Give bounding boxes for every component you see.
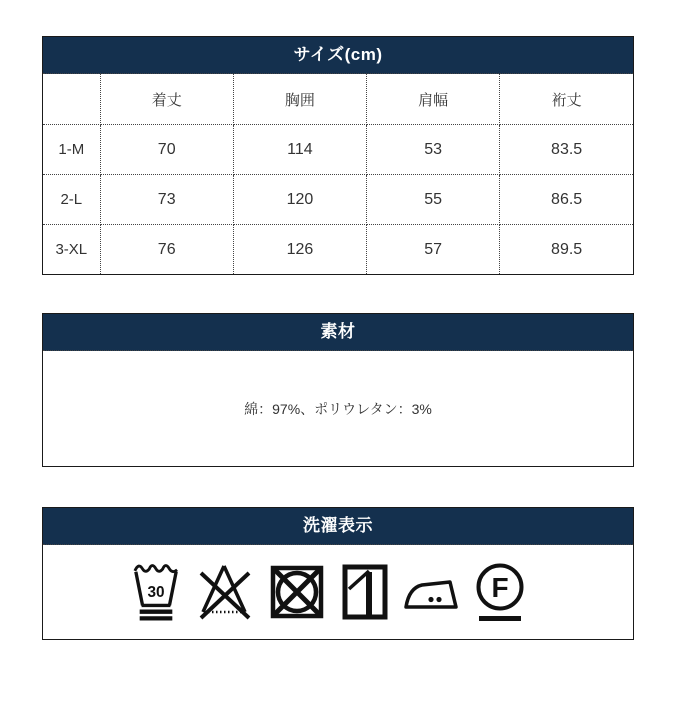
wash-temp-label: 30 [147, 583, 165, 601]
size-cell: 86.5 [500, 175, 633, 225]
care-symbols-row [43, 545, 633, 639]
size-col-header-sleeve: 裄丈 [500, 74, 633, 125]
size-table [43, 74, 633, 274]
table-row [43, 225, 633, 275]
size-row-label: 1-M [43, 125, 100, 175]
size-row-label: 2-L [43, 175, 100, 225]
material-text: 綿：97%、ポリウレタン：3% [244, 400, 432, 417]
do-not-tumble-dry-icon [268, 563, 326, 621]
size-cell: 83.5 [500, 125, 633, 175]
table-row [43, 125, 633, 175]
professional-dry-clean-f-gentle-icon [474, 561, 526, 623]
size-cell: 126 [233, 225, 366, 275]
size-cell: 70 [100, 125, 233, 175]
size-cell: 55 [367, 175, 500, 225]
size-cell: 120 [233, 175, 366, 225]
material-section-title: 素材 [43, 314, 633, 351]
size-col-header-blank [43, 74, 100, 125]
size-table-header-row [43, 74, 633, 125]
size-cell: 114 [233, 125, 366, 175]
iron-medium-two-dots-icon [404, 571, 458, 613]
size-col-header-chest: 胸囲 [233, 74, 366, 125]
size-row-label: 3-XL [43, 225, 100, 275]
table-row [43, 175, 633, 225]
size-cell: 76 [100, 225, 233, 275]
material-section [42, 313, 634, 467]
wash-30-very-gentle-icon [132, 560, 180, 624]
care-section [42, 507, 634, 640]
dry-clean-letter-label: F [491, 572, 509, 603]
size-cell: 57 [367, 225, 500, 275]
size-cell: 53 [367, 125, 500, 175]
size-section [42, 36, 634, 275]
size-col-header-shoulder: 肩幅 [367, 74, 500, 125]
size-col-header-length: 着丈 [100, 74, 233, 125]
care-section-title: 洗濯表示 [43, 508, 633, 545]
size-cell: 73 [100, 175, 233, 225]
size-cell: 89.5 [500, 225, 633, 275]
do-not-bleach-icon [196, 561, 252, 623]
line-dry-in-shade-icon [342, 564, 388, 620]
size-section-title: サイズ(cm) [43, 37, 633, 74]
